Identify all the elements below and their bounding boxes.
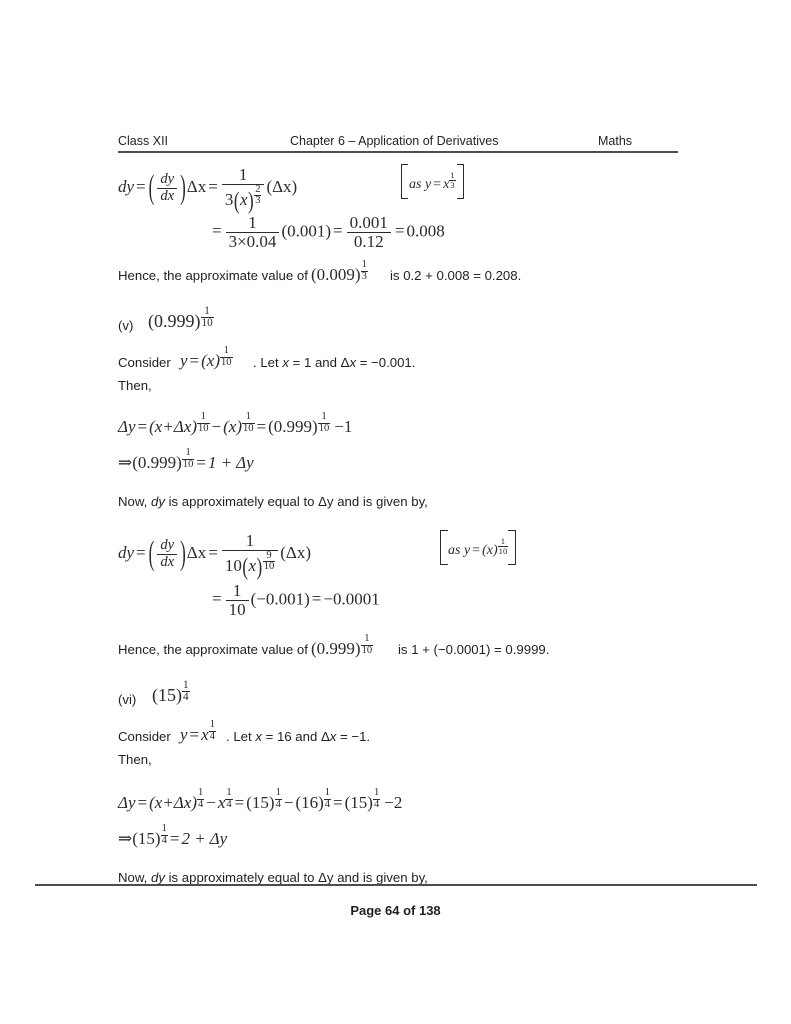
eq3-frac-den-base: x [248, 555, 257, 575]
then-line-v: Then, [118, 378, 152, 393]
eq2-result: 0.008 [406, 221, 445, 241]
dyvi-t2-exp-den: 4 [226, 798, 232, 810]
dyv-eq2: = [256, 417, 267, 437]
impvi-rhs: 2 + Δy [181, 829, 228, 849]
consider-v-exp-den: 10 [221, 356, 232, 368]
dyvi-t2-exp-num: 1 [226, 787, 232, 798]
eq4-frac-den: 10 [226, 600, 249, 619]
eq1-note-exp-num: 1 [450, 170, 455, 180]
consider-v-eq: = [189, 351, 200, 371]
eq2-frac-num: 1 [248, 213, 257, 232]
now-line-v [118, 492, 688, 522]
eq1-lhs: dy [118, 176, 135, 196]
eq3-equals-2: = [208, 542, 218, 562]
eq1-note-eq: = [433, 176, 442, 192]
dyv-t1-exp-num: 1 [200, 411, 206, 422]
consider-v-base: (x) [201, 351, 221, 371]
dyv-t3-exp-den: 10 [318, 422, 330, 434]
eq3-tail: (Δx) [280, 542, 311, 562]
consider-vi-after: . Let x = 16 and Δx = −1. [226, 729, 371, 744]
eq3-frac-den-exp-den: 10 [263, 561, 275, 573]
eq3-note-exp-den: 10 [498, 545, 508, 556]
dyvi-t3-exp-den: 4 [275, 798, 281, 810]
hence2-before: Hence, the approximate value of [118, 642, 308, 657]
eq2-frac2-num: 0.001 [349, 213, 388, 232]
impvi-exp-den: 4 [161, 834, 167, 846]
consider-v-y: y [180, 351, 188, 371]
dyv-minus: − [211, 417, 222, 437]
consider-v-before: Consider [118, 355, 171, 370]
equation-implies-vi [118, 822, 688, 858]
part-v-exp-num: 1 [204, 305, 210, 317]
consider-line-v [118, 344, 688, 376]
eq3-dydx-den: dx [157, 554, 177, 570]
dyv-t1-base: (x+Δx) [149, 417, 197, 437]
hence1-after: is 0.2 + 0.008 = 0.208. [390, 268, 522, 283]
dyvi-t5-exp-num: 1 [373, 787, 380, 798]
consider-line-vi [118, 718, 688, 750]
part-v-heading [118, 302, 688, 344]
hence2-exp-num: 1 [364, 633, 370, 644]
consider-vi-eq: = [189, 725, 200, 745]
eq1-note-y: y [424, 176, 432, 192]
now-line-vi [118, 868, 688, 896]
equation-delta-y-v [118, 408, 688, 446]
part-vi-heading [118, 676, 688, 718]
hence2-after: is 1 + (−0.0001) = 0.9999. [398, 642, 550, 657]
eq3-note-base: (x) [482, 542, 498, 558]
impv-base: (0.999) [132, 453, 182, 473]
eq1-frac-den-pre: 3 [224, 189, 234, 209]
eq3-note-eq: = [472, 542, 481, 558]
eq1-dydx-den: dx [157, 188, 177, 204]
dyv-t2-base: (x) [223, 417, 242, 437]
eq1-dydx-num: dy [160, 171, 175, 188]
part-vi-exp-den: 4 [183, 691, 189, 704]
hence1-value-base: (0.009) [311, 265, 361, 285]
eq2-equals: = [212, 221, 222, 241]
dyvi-t3-exp-num: 1 [275, 787, 281, 798]
eq4-result: −0.0001 [323, 589, 380, 609]
eq3-frac-num: 1 [245, 531, 255, 550]
impv-eq: = [196, 453, 206, 473]
dyv-t3-exp-num: 1 [321, 411, 327, 422]
equation-numeric-evaluation [118, 212, 688, 258]
impv-exp-den: 10 [182, 458, 194, 470]
consider-v-after: . Let x = 1 and Δx = −0.001. [253, 355, 416, 370]
footer-divider [35, 884, 757, 886]
dyvi-t2-base: x [217, 793, 226, 813]
then-line-vi: Then, [118, 752, 152, 767]
eq1-frac-den-base: x [239, 189, 248, 209]
dyv-tail: −1 [334, 417, 353, 437]
dyvi-eq: = [137, 793, 148, 813]
eq1-frac-den-exp-num: 2 [255, 183, 261, 195]
dyvi-t1-exp-den: 4 [198, 798, 204, 810]
header-class: Class XII [118, 134, 169, 148]
page-number: Page 64 of 138 [350, 903, 441, 918]
part-vi-marker: (vi) [118, 692, 137, 707]
consider-vi-base: x [201, 725, 209, 745]
dyvi-t4-exp-den: 4 [324, 798, 331, 810]
impvi-eq: = [169, 829, 180, 849]
dyv-eq: = [137, 417, 148, 437]
dyvi-tail: −2 [384, 793, 403, 813]
header-chapter: Chapter 6 – Application of Derivatives [290, 134, 499, 148]
now-v-text: Now, dy is approximately equal to Δy and is given by, [118, 494, 428, 509]
dyvi-t1-base: (x+Δx) [149, 793, 197, 813]
page-header [118, 128, 678, 153]
impv-rhs: 1 + Δy [207, 453, 254, 473]
dyv-t3-base: (0.999) [268, 417, 318, 437]
eq3-frac-den-exp-num: 9 [266, 549, 272, 561]
eq2-equals-b: = [333, 221, 343, 241]
hence-line-cube-root [118, 258, 688, 288]
eq3-dydx-num: dy [160, 537, 175, 554]
equation-dy-cube-root: dy = ( $\frac{dy}{dx}$ )Δx = 1 3(x) $^{\frac{2}{3}}$ (Δx) as y = x $^{\frac{1}{3}}$ [118, 160, 688, 212]
dyv-t1-exp-den: 10 [198, 422, 209, 434]
consider-vi-exp-num: 1 [209, 719, 215, 730]
dyvi-t3-base: (15) [246, 793, 275, 813]
part-v-value-base: (0.999) [148, 311, 201, 332]
dyvi-t4-exp-num: 1 [324, 787, 331, 798]
impv-exp-num: 1 [185, 447, 191, 458]
impv-arrow: ⇒ [118, 453, 133, 473]
eq3-note-exp-num: 1 [500, 536, 506, 546]
impvi-arrow: ⇒ [118, 829, 133, 849]
eq1-note-base: x [443, 176, 450, 192]
dyvi-minus: − [206, 793, 216, 813]
eq3-note-prefix: as [448, 542, 461, 558]
eq1-equals: = [136, 176, 146, 196]
eq4-frac-num: 1 [232, 581, 242, 600]
part-v-marker: (v) [118, 318, 134, 333]
impvi-exp-num: 1 [161, 823, 167, 834]
eq3-note-y: y [463, 542, 471, 558]
eq4-equals: = [212, 589, 222, 609]
dyvi-minus2: − [283, 793, 294, 813]
dyvi-t5-exp-den: 4 [373, 798, 380, 810]
hence1-exp-num: 1 [361, 259, 367, 270]
eq3-frac-den-pre: 10 [224, 555, 242, 575]
eq1-frac-den-exp-den: 3 [255, 195, 261, 207]
eq1-frac-num: 1 [238, 165, 248, 184]
dyvi-eq2: = [234, 793, 245, 813]
eq2-equals-c: = [394, 221, 405, 241]
part-vi-value-base: (15) [152, 685, 182, 706]
hence2-exp-den: 10 [361, 644, 373, 656]
equation-numeric-evaluation-v [118, 580, 688, 626]
equation-dy-tenth-root: dy = ( $\frac{dy}{dx}$ )Δx = 1 10(x) $^{\frac{9}{10}}$ (Δx) as y = (x) $^{\frac{1}{10}}$ [118, 526, 688, 580]
eq3-equals: = [136, 542, 146, 562]
note-as-y-equals-x-tenth-root [440, 530, 516, 565]
header-subject: Maths [598, 134, 633, 148]
hence2-value-base: (0.999) [311, 639, 361, 659]
hence1-exp-den: 3 [361, 270, 367, 282]
eq2-frac2-den: 0.12 [347, 232, 391, 251]
eq1-tail: (Δx) [266, 176, 298, 196]
dyvi-t1-exp-num: 1 [198, 787, 204, 798]
eq2-frac-den: 3×0.04 [226, 232, 280, 251]
page-content [118, 158, 688, 896]
part-vi-exp-num: 1 [183, 679, 189, 691]
eq1-equals-2: = [208, 176, 218, 196]
eq3-lhs: dy [118, 542, 135, 562]
eq2-mid: (0.001) [281, 221, 332, 241]
eq1-delta-x: Δx [186, 176, 207, 196]
dyvi-t4-base: (16) [295, 793, 324, 813]
part-v-exp-den: 10 [201, 317, 213, 330]
note-as-y-equals-x-cube-root [401, 164, 464, 199]
consider-vi-y: y [180, 725, 188, 745]
dyvi-t5-base: (15) [344, 793, 373, 813]
dyv-t2-exp-num: 1 [245, 411, 251, 422]
dyv-t2-exp-den: 10 [243, 422, 254, 434]
hence1-before: Hence, the approximate value of [118, 268, 308, 283]
eq3-delta-x: Δx [186, 542, 207, 562]
now-vi-text: Now, dy is approximately equal to Δy and is given by, [118, 870, 428, 885]
dyvi-eq3: = [333, 793, 343, 813]
consider-vi-before: Consider [118, 729, 171, 744]
hence-line-tenth-root [118, 632, 688, 664]
dyvi-lhs: Δy [118, 793, 136, 813]
dyv-lhs: Δy [118, 417, 136, 437]
eq4-equals-b: = [311, 589, 322, 609]
consider-v-exp-num: 1 [223, 345, 229, 356]
eq1-note-prefix: as [409, 176, 422, 192]
impvi-base: (15) [132, 829, 161, 849]
eq1-note-exp-den: 3 [450, 179, 455, 190]
eq4-mid: (−0.001) [250, 589, 310, 609]
consider-vi-exp-den: 4 [209, 730, 215, 742]
equation-delta-y-vi [118, 784, 688, 822]
equation-implies-v [118, 446, 688, 482]
